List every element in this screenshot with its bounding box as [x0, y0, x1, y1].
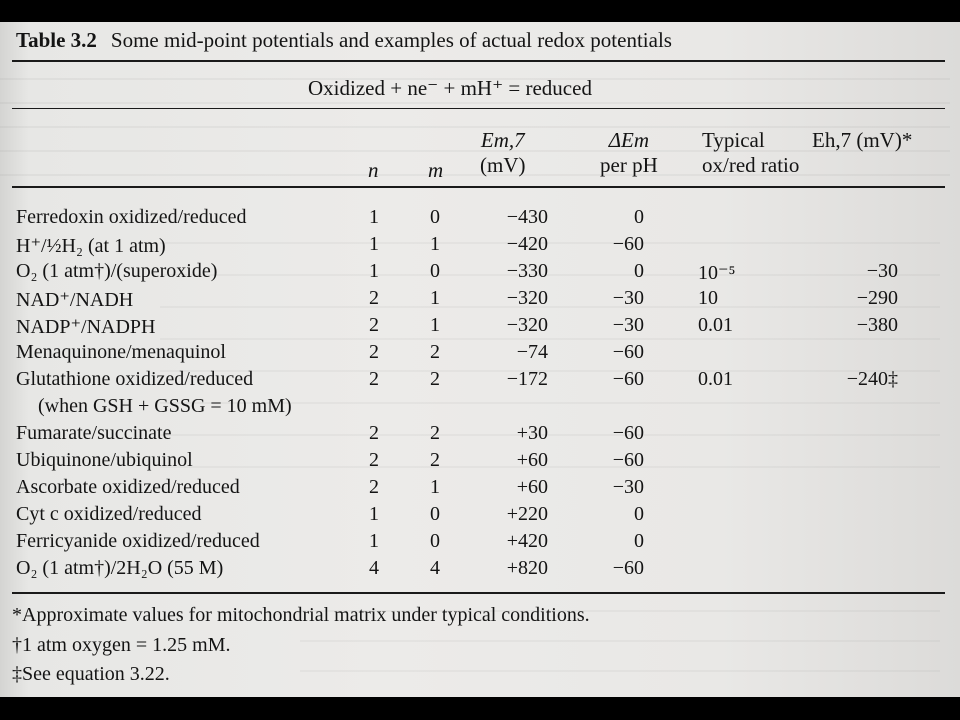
- row-eh: −290: [856, 287, 898, 309]
- reaction-equation: Oxidized + ne⁻ + mH⁺ = reduced: [308, 76, 592, 100]
- row-em: −320: [506, 314, 548, 336]
- row-name: NAD⁺/NADH: [16, 289, 134, 311]
- row-m: 2: [430, 449, 440, 471]
- table-row: [0, 557, 960, 583]
- row-n: 2: [369, 449, 379, 471]
- row-dem: 0: [634, 260, 644, 282]
- header-eh: Eh,7 (mV)*: [812, 128, 913, 152]
- row-n: 2: [369, 368, 379, 390]
- row-m: 2: [430, 422, 440, 444]
- table-row: [0, 233, 960, 259]
- table-bottom-rule: [12, 592, 945, 594]
- footnote-oxygen: †1 atm oxygen = 1.25 mM.: [12, 634, 231, 656]
- row-n: 1: [369, 206, 379, 228]
- row-ratio: 10: [698, 287, 718, 309]
- row-n: 2: [369, 422, 379, 444]
- table-row: [0, 503, 960, 529]
- table-row: [0, 476, 960, 502]
- header-n: n: [368, 158, 379, 182]
- row-dem: −60: [612, 422, 644, 444]
- header-top-rule: [12, 108, 945, 109]
- row-name: O₂ (1 atm†)/2H₂O (55 M): [16, 557, 224, 579]
- header-dem-symbol: ΔEm: [608, 128, 650, 152]
- row-em: −330: [506, 260, 548, 282]
- row-em: +420: [506, 530, 548, 552]
- row-name: Glutathione oxidized/reduced: [16, 368, 254, 390]
- row-dem: −60: [612, 557, 644, 579]
- row-name: Ferredoxin oxidized/reduced: [16, 206, 247, 228]
- row-name: O₂ (1 atm†)/(superoxide): [16, 260, 218, 282]
- header-m: m: [428, 158, 444, 182]
- table-row: [0, 530, 960, 556]
- table-row: [0, 287, 960, 313]
- row-em: +60: [516, 449, 548, 471]
- row-dem: −60: [612, 368, 644, 390]
- row-em: +30: [516, 422, 548, 444]
- row-m: 1: [430, 476, 440, 498]
- table-label: Table 3.2: [16, 28, 97, 52]
- header-dem: [600, 128, 658, 178]
- row-em: +820: [506, 557, 548, 579]
- row-n: 2: [369, 314, 379, 336]
- row-ratio: 10⁻⁵: [698, 262, 736, 284]
- row-eh: −380: [856, 314, 898, 336]
- row-dem: −60: [612, 449, 644, 471]
- row-n: 1: [369, 260, 379, 282]
- row-name: Ubiquinone/ubiquinol: [16, 449, 193, 471]
- header-em: [480, 128, 526, 178]
- row-name: (when GSH + GSSG = 10 mM): [38, 395, 292, 417]
- row-m: 0: [430, 503, 440, 525]
- row-n: 1: [369, 530, 379, 552]
- table-row: [0, 449, 960, 475]
- row-em: −320: [506, 287, 548, 309]
- row-m: 2: [430, 368, 440, 390]
- row-eh: −30: [866, 260, 898, 282]
- top-rule: [12, 60, 945, 62]
- header-ratio-line2: ox/red ratio: [702, 153, 800, 177]
- row-n: 2: [369, 341, 379, 363]
- row-ratio: 0.01: [698, 314, 733, 336]
- header-dem-unit: per pH: [600, 153, 658, 177]
- header-em-symbol: Em,7: [480, 128, 525, 152]
- row-name: Cyt c oxidized/reduced: [16, 503, 202, 525]
- row-m: 4: [430, 557, 440, 579]
- row-n: 2: [369, 476, 379, 498]
- footnote-equation: ‡See equation 3.22.: [12, 663, 170, 685]
- row-dem: −30: [612, 287, 644, 309]
- row-em: −172: [506, 368, 548, 390]
- row-m: 0: [430, 260, 440, 282]
- row-dem: −60: [612, 233, 644, 255]
- row-dem: 0: [634, 206, 644, 228]
- table-caption: Some mid-point potentials and examples of actual redox potentials: [110, 28, 672, 52]
- row-n: 1: [369, 503, 379, 525]
- table-row: [0, 314, 960, 340]
- row-n: 2: [369, 287, 379, 309]
- row-ratio: 0.01: [698, 368, 733, 390]
- table-row: [0, 422, 960, 448]
- row-name: Ferricyanide oxidized/reduced: [16, 530, 260, 552]
- footnote-approximate: *Approximate values for mitochondrial matrix under typical conditions.: [12, 604, 590, 626]
- row-m: 0: [430, 206, 440, 228]
- row-m: 1: [430, 314, 440, 336]
- table-row: [0, 341, 960, 367]
- header-bottom-rule: [12, 186, 945, 188]
- row-name: H⁺/½H₂ (at 1 atm): [16, 235, 166, 257]
- row-name: Menaquinone/menaquinol: [16, 341, 226, 363]
- table-row: [0, 395, 960, 421]
- row-eh: −240‡: [846, 368, 898, 390]
- row-dem: 0: [634, 530, 644, 552]
- header-ratio-line1: Typical: [702, 128, 765, 152]
- bleed-through-texture: [300, 582, 940, 692]
- row-dem: −30: [612, 476, 644, 498]
- table-row: [0, 368, 960, 394]
- row-em: −74: [516, 341, 548, 363]
- row-dem: 0: [634, 503, 644, 525]
- scanned-page: [0, 22, 960, 697]
- row-name: Fumarate/succinate: [16, 422, 172, 444]
- row-m: 2: [430, 341, 440, 363]
- row-em: −420: [506, 233, 548, 255]
- row-em: −430: [506, 206, 548, 228]
- row-name: Ascorbate oxidized/reduced: [16, 476, 240, 498]
- row-dem: −60: [612, 341, 644, 363]
- row-m: 0: [430, 530, 440, 552]
- table-row: [0, 206, 960, 232]
- header-ratio: [702, 128, 799, 178]
- table-title: [16, 28, 672, 53]
- row-m: 1: [430, 287, 440, 309]
- row-dem: −30: [612, 314, 644, 336]
- row-name: NADP⁺/NADPH: [16, 316, 156, 338]
- row-em: +60: [516, 476, 548, 498]
- row-n: 4: [369, 557, 379, 579]
- row-em: +220: [506, 503, 548, 525]
- row-m: 1: [430, 233, 440, 255]
- table-row: [0, 260, 960, 286]
- row-n: 1: [369, 233, 379, 255]
- header-em-unit: (mV): [480, 153, 526, 177]
